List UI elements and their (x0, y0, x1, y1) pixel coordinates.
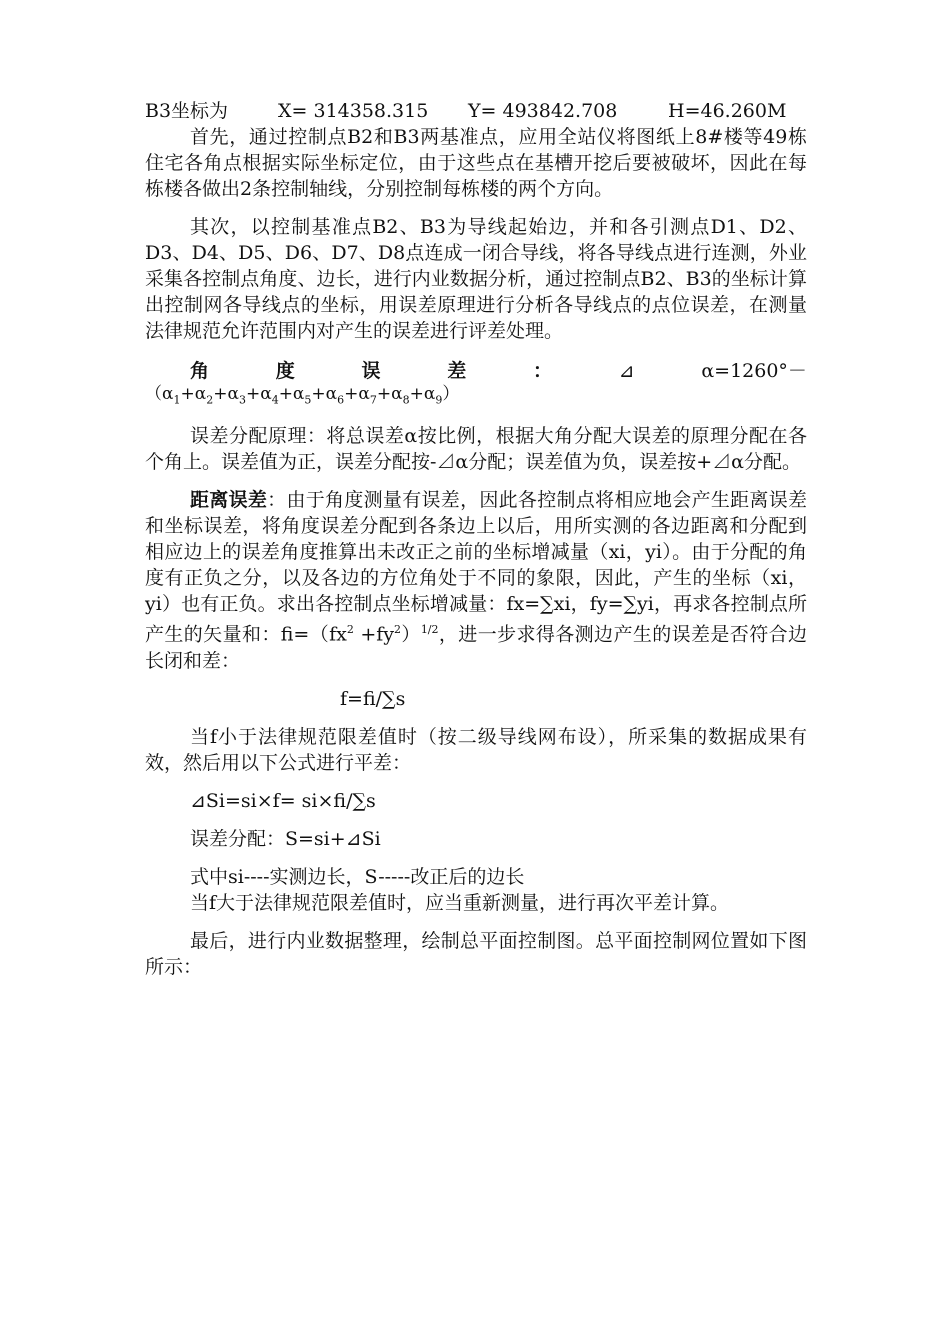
paragraph-4: 距离误差：由于角度测量有误差，因此各控制点将相应地会产生距离误差和坐标误差，将角度误差分配到各条边上以后，用所实测的各边距离和分配到相应边上的误差角度推算出未改正之前的坐标增减量（xi，yi）。由于分配的角度有正负之分，以及各边的方位角处于不同的象限，因此，产生的坐标（xi，yi）也有正负。求出各控制点坐标增减量：fx=∑xi，fy=∑yi，再求各控制点所产生的矢量和：$fi=(fx^2 +fy^2)^{1/2}$，进一步求得各测边产生的误差是否符合边长闭和差： (145, 489, 807, 672)
angle-error-heading (145, 356, 807, 383)
angle-char-1: 角 (190, 360, 210, 382)
paragraph-2: 其次，以控制基准点B2、B3为导线起始边，并和各引测点D1、D2、D3、D4、D5、D6、D7、D8点连成一闭合导线，将各导线点进行连测，外业采集各控制点角度、边长，进行内业数据分析，通过控制点B2、B3的坐标计算出控制网各导线点的坐标，用误差原理进行分析各导线点的点位误差，在测量法律规范允许范围内对产生的误差进行评差处理。 (145, 216, 807, 342)
angle-char-5: ： (532, 360, 552, 382)
formula-3: 误差分配：S=si+⊿Si (190, 827, 381, 850)
angle-formula-head: α=1260°－ (701, 360, 807, 382)
paragraph-3: 误差分配原理：将总误差α按比例，根据大角分配大误差的原理分配在各个角上。误差值为正，误差分配按-⊿α分配；误差值为负，误差按+⊿α分配。 (145, 425, 807, 474)
formula-4: 式中si----实测边长，S-----改正后的边长 (190, 865, 525, 888)
paragraph-7: 最后，进行内业数据整理，绘制总平面控制图。总平面控制网位置如下图所示： (145, 929, 807, 978)
document-body (145, 98, 807, 980)
coord-y: Y= 493842.708 (468, 100, 618, 122)
coord-h: H=46.260M (668, 100, 787, 122)
b3-coordinate-line (145, 98, 807, 124)
formula-2: ⊿Si=si×f= si×fi/∑s (190, 789, 376, 812)
angle-char-4: 差 (447, 360, 467, 382)
coord-label: B3坐标为 (145, 100, 229, 122)
formula-1: f=fi/∑s (340, 687, 406, 710)
paragraph-1: 首先，通过控制点B2和B3两基准点，应用全站仪将图纸上8#楼等49栋住宅各角点根据实际坐标定位，由于这些点在基槽开挖后要被破坏，因此在每栋楼各做出2条控制轴线，分别控制每栋楼的两个方向。 (145, 126, 807, 200)
delta-symbol: ⊿ (618, 360, 635, 382)
angle-char-2: 度 (275, 360, 295, 382)
paragraph-5: 当f小于法律规范限差值时（按二级导线网布设），所采集的数据成果有效，然后用以下公式进行平差： (145, 725, 807, 774)
coord-x: X= 314358.315 (278, 100, 429, 122)
distance-error-heading: 距离误差 (190, 489, 268, 512)
paragraph-6: 当f大于法律规范限差值时，应当重新测量，进行再次平差计算。 (190, 891, 730, 914)
angle-char-3: 误 (361, 360, 381, 382)
angle-formula-tail: $(\alpha_1+\alpha_2+\alpha_3+\alpha_4+\alpha_5+\alpha_6+\alpha_7+\alpha_8+\alpha_9)$ (145, 384, 460, 407)
